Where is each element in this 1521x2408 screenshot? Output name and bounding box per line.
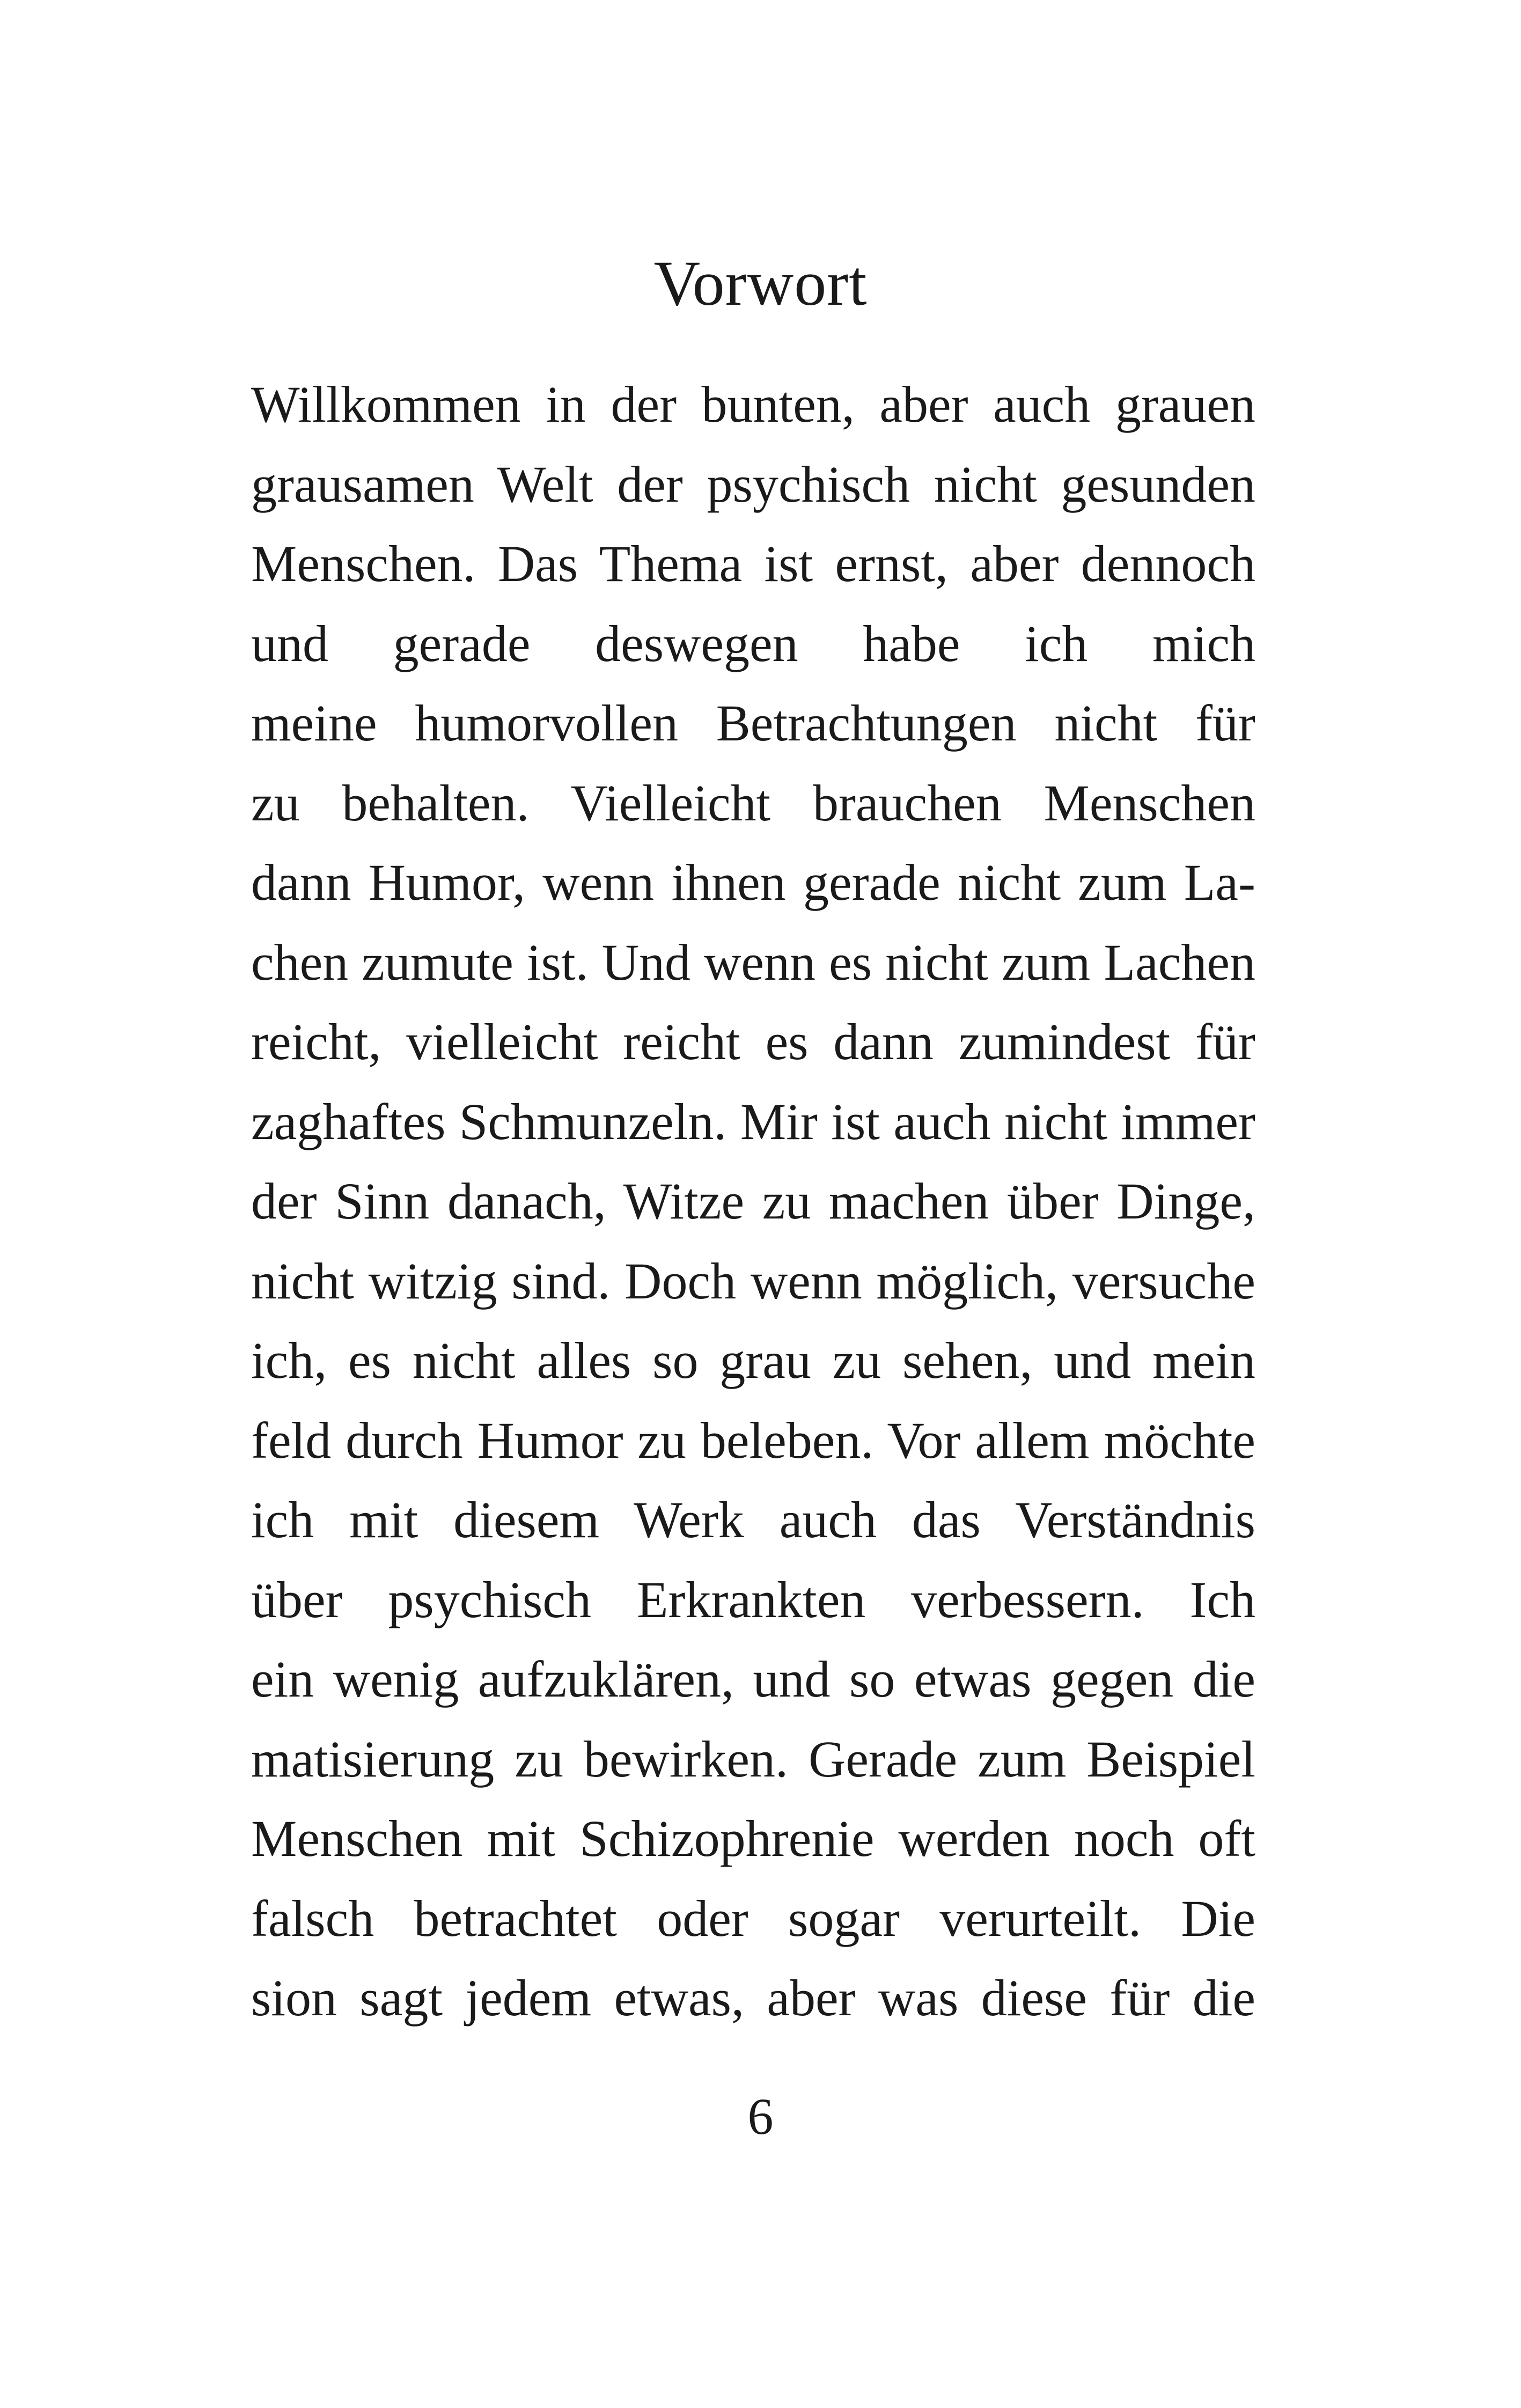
text-line: meine humorvollen Betrachtungen nicht für [251, 694, 1255, 752]
text-line: dann Humor, wenn ihnen gerade nicht zum La- [251, 854, 1255, 911]
page-number: 6 [747, 2088, 774, 2145]
text-line: über psychisch Erkrankten verbessern. Ich [251, 1570, 1255, 1628]
text-line: ich, es nicht alles so grau zu sehen, und mein [251, 1332, 1255, 1389]
text-line: der Sinn danach, Witze zu machen über Dinge, [251, 1172, 1255, 1230]
text-line: sion sagt jedem etwas, aber was diese für die [251, 1969, 1255, 2027]
text-line: falsch betrachtet oder sogar verurteilt. Die [251, 1889, 1255, 1947]
text-line: matisierung zu bewirken. Gerade zum Beispiel [251, 1730, 1255, 1788]
text-line: Willkommen in der bunten, aber auch grauen [251, 376, 1255, 433]
text-line: chen zumute ist. Und wenn es nicht zum Lachen [251, 933, 1255, 991]
text-line: Menschen mit Schizophrenie werden noch oft [251, 1810, 1255, 1867]
text-line: reicht, vielleicht reicht es dann zumindest für [251, 1013, 1255, 1070]
text-line: Menschen. Das Thema ist ernst, aber dennoch [251, 535, 1255, 592]
body-text [251, 365, 1255, 2038]
page-title: Vorwort [653, 247, 868, 319]
text-line: nicht witzig sind. Doch wenn möglich, versuche [251, 1252, 1255, 1310]
text-line: zaghaftes Schmunzeln. Mir ist auch nicht immer [251, 1092, 1255, 1150]
text-line: ich mit diesem Werk auch das Verständnis [251, 1491, 1255, 1548]
text-line: ein wenig aufzuklären, und so etwas gegen die [251, 1650, 1255, 1708]
text-line: feld durch Humor zu beleben. Vor allem möchte [251, 1411, 1255, 1469]
text-line: zu behalten. Vielleicht brauchen Menschen [251, 774, 1255, 832]
text-line: und gerade deswegen habe ich mich [251, 614, 1255, 672]
text-line: grausamen Welt der psychisch nicht gesunden [251, 455, 1255, 513]
